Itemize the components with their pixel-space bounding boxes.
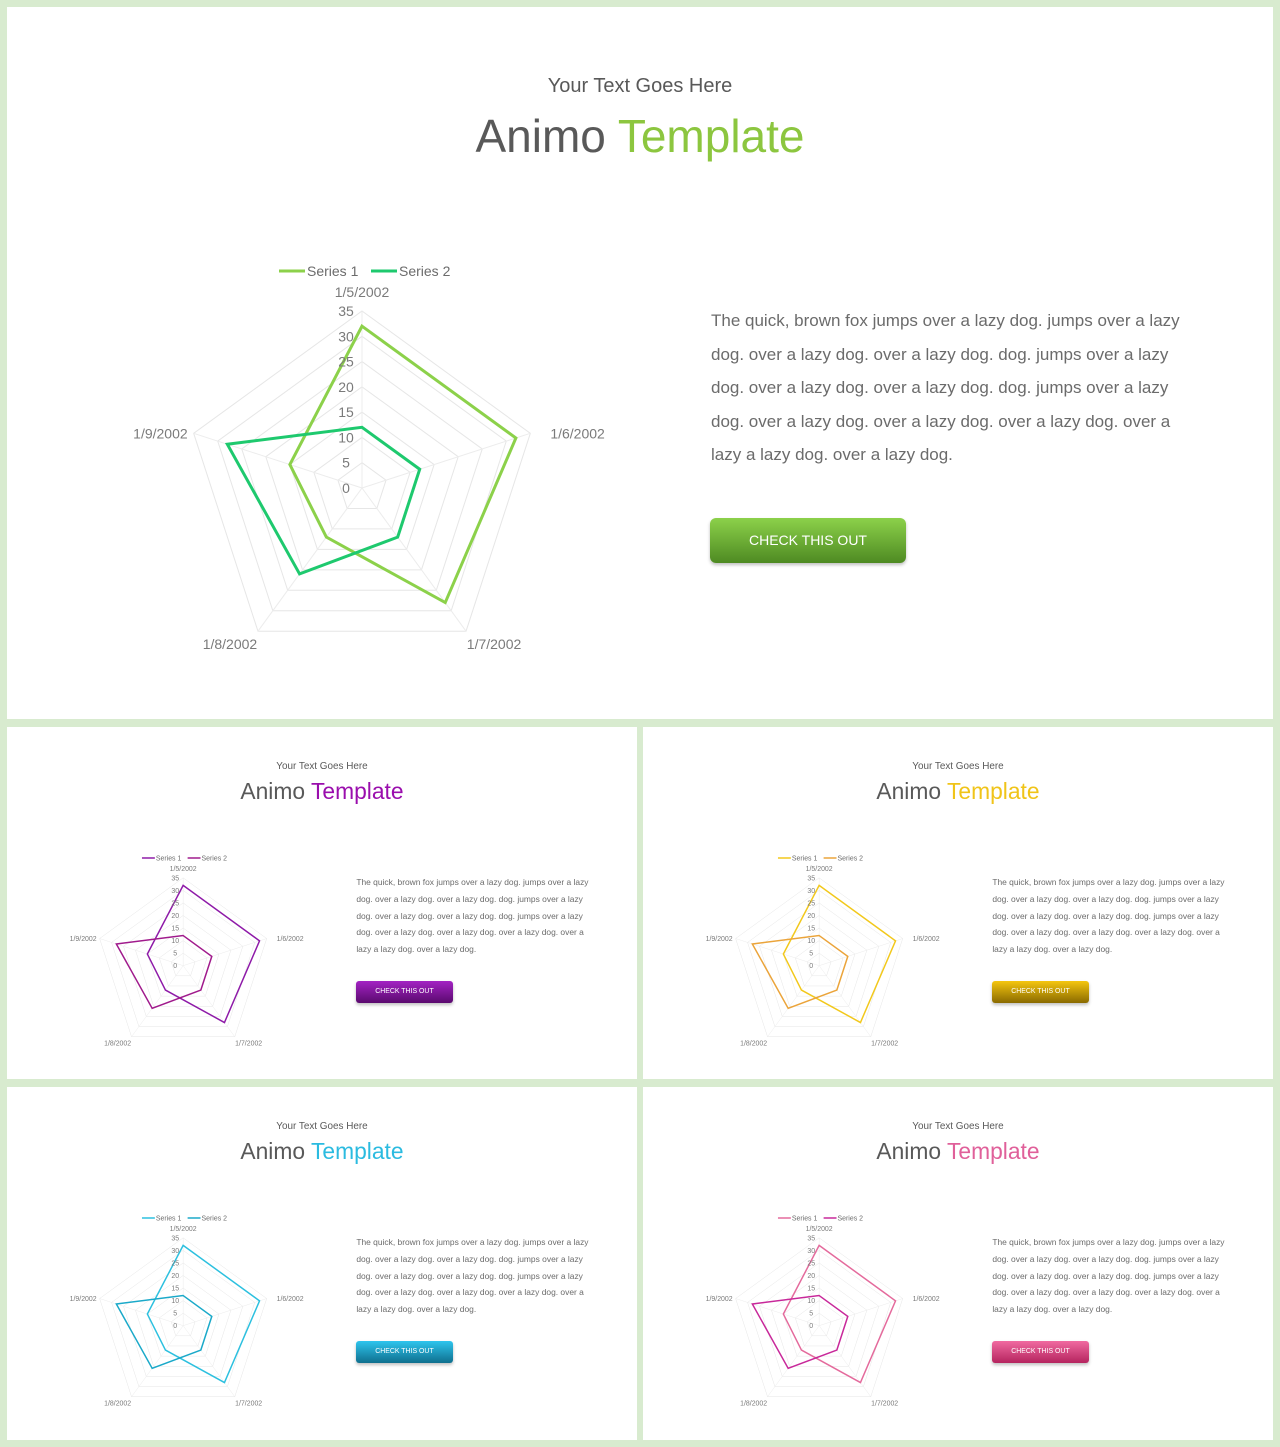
title-main: Animo	[475, 110, 606, 162]
tick-label: 0	[173, 963, 178, 971]
title-accent: Template	[617, 110, 805, 162]
tick-label: 35	[807, 875, 816, 883]
tick-label: 15	[338, 404, 354, 421]
tick-label: 20	[171, 912, 180, 920]
category-label: 1/7/2002	[871, 1040, 899, 1048]
body-text: The quick, brown fox jumps over a lazy dog. jumps over a lazy dog. over a lazy dog. over a lazy dog. dog. jumps over a lazy dog. over a lazy dog. over a lazy dog. dog. jumps over a lazy dog. over a lazy dog. over a lazy dog. over a lazy dog. over a lazy a lazy dog. over a lazy dog.	[356, 1237, 589, 1314]
body-text: The quick, brown fox jumps over a lazy dog. jumps over a lazy dog. over a lazy dog. over a lazy dog. dog. jumps over a lazy dog. over a lazy dog. over a lazy dog. dog. jumps over a lazy dog. over a lazy dog. over a lazy dog. over a lazy dog. over a lazy a lazy dog. over a lazy dog.	[356, 877, 589, 954]
category-label: 1/9/2002	[69, 936, 97, 944]
tick-label: 25	[338, 353, 354, 370]
tick-label: 5	[173, 1310, 178, 1318]
tick-label: 35	[807, 1235, 816, 1243]
series-1-line	[783, 1245, 895, 1382]
legend-label: Series 1	[791, 855, 818, 863]
slide-cyan	[7, 1087, 637, 1440]
tick-label: 25	[171, 900, 180, 908]
category-label: 1/9/2002	[133, 425, 188, 442]
tick-label: 35	[171, 1235, 180, 1243]
title-accent: Template	[311, 777, 404, 804]
series-1-line	[783, 885, 895, 1022]
tick-label: 15	[171, 1285, 180, 1293]
category-label: 1/7/2002	[235, 1040, 263, 1048]
tick-label: 20	[807, 912, 816, 920]
tick-label: 25	[807, 900, 816, 908]
radar-spoke	[132, 966, 184, 1037]
tick-label: 5	[342, 454, 350, 471]
check-this-out-button[interactable]: CHECK THIS OUT	[356, 981, 453, 1003]
legend-label: Series 2	[399, 263, 451, 279]
legend-label: Series 2	[837, 1215, 863, 1223]
category-label: 1/8/2002	[740, 1400, 768, 1408]
tick-label: 30	[338, 328, 354, 345]
tick-label: 30	[171, 887, 180, 895]
legend-label: Series 2	[201, 1215, 227, 1223]
tick-label: 15	[807, 1285, 816, 1293]
series-1-line	[147, 1245, 259, 1382]
category-label: 1/6/2002	[912, 1296, 940, 1304]
tick-label: 25	[171, 1260, 180, 1268]
tick-label: 35	[171, 875, 180, 883]
category-label: 1/6/2002	[550, 425, 605, 442]
title-main: Animo	[240, 777, 306, 804]
category-label: 1/7/2002	[235, 1400, 263, 1408]
category-label: 1/8/2002	[740, 1040, 768, 1048]
tick-label: 20	[807, 1272, 816, 1280]
radar-spoke	[194, 433, 362, 488]
tick-label: 30	[807, 1247, 816, 1255]
category-label: 1/6/2002	[912, 936, 940, 944]
slide-subtitle: Your Text Goes Here	[276, 1120, 368, 1132]
tick-label: 5	[173, 950, 178, 958]
tick-label: 0	[809, 1323, 814, 1331]
tick-label: 15	[171, 925, 180, 933]
category-label: 1/8/2002	[104, 1400, 132, 1408]
tick-label: 0	[173, 1323, 178, 1331]
tick-label: 15	[807, 925, 816, 933]
title-accent: Template	[311, 1137, 404, 1164]
tick-label: 20	[338, 378, 354, 395]
slide-green	[7, 7, 1273, 719]
tick-label: 0	[809, 963, 814, 971]
tick-label: 30	[807, 887, 816, 895]
body-text: The quick, brown fox jumps over a lazy dog. jumps over a lazy dog. over a lazy dog. over a lazy dog. dog. jumps over a lazy dog. over a lazy dog. over a lazy dog. dog. jumps over a lazy dog. over a lazy dog. over a lazy dog. over a lazy dog. over a lazy a lazy dog. over a lazy dog.	[992, 877, 1225, 954]
category-label: 1/5/2002	[805, 1225, 833, 1233]
slide-subtitle: Your Text Goes Here	[912, 760, 1004, 772]
radar-spoke	[362, 488, 466, 631]
title-main: Animo	[876, 1137, 942, 1164]
category-label: 1/5/2002	[334, 284, 390, 300]
check-this-out-button[interactable]: CHECK THIS OUT	[992, 1341, 1089, 1363]
tick-label: 10	[171, 1298, 180, 1306]
slide-yellow	[643, 727, 1273, 1079]
radar-spoke	[132, 1326, 184, 1397]
tick-label: 5	[809, 1310, 814, 1318]
category-label: 1/9/2002	[69, 1296, 97, 1304]
series-1-line	[147, 885, 259, 1022]
slide-subtitle: Your Text Goes Here	[547, 75, 733, 97]
body-text: The quick, brown fox jumps over a lazy dog. jumps over a lazy dog. over a lazy dog. over a lazy dog. dog. jumps over a lazy dog. over a lazy dog. over a lazy dog. dog. jumps over a lazy dog. over a lazy dog. over a lazy dog. over a lazy dog. over a lazy a lazy dog. over a lazy dog.	[711, 311, 1180, 464]
title-main: Animo	[240, 1137, 306, 1164]
category-label: 1/7/2002	[466, 636, 522, 653]
category-label: 1/9/2002	[705, 936, 733, 944]
radar-spoke	[258, 488, 362, 631]
legend-label: Series 2	[837, 855, 863, 863]
tick-label: 5	[809, 950, 814, 958]
slide-pink	[643, 1087, 1273, 1440]
category-label: 1/7/2002	[871, 1400, 899, 1408]
tick-label: 10	[338, 429, 354, 446]
category-label: 1/5/2002	[805, 865, 833, 873]
tick-label: 10	[171, 938, 180, 946]
radar-spoke	[183, 1326, 235, 1397]
category-label: 1/9/2002	[705, 1296, 733, 1304]
radar-spoke	[819, 1326, 871, 1397]
check-this-out-button[interactable]: CHECK THIS OUT	[992, 981, 1089, 1003]
tick-label: 25	[807, 1260, 816, 1268]
category-label: 1/6/2002	[276, 1296, 304, 1304]
tick-label: 35	[338, 303, 354, 319]
category-label: 1/8/2002	[202, 636, 258, 653]
radar-spoke	[768, 966, 820, 1037]
body-text: The quick, brown fox jumps over a lazy dog. jumps over a lazy dog. over a lazy dog. over a lazy dog. dog. jumps over a lazy dog. over a lazy dog. over a lazy dog. dog. jumps over a lazy dog. over a lazy dog. over a lazy dog. over a lazy dog. over a lazy a lazy dog. over a lazy dog.	[992, 1237, 1225, 1314]
check-this-out-button[interactable]: CHECK THIS OUT	[356, 1341, 453, 1363]
tick-label: 20	[171, 1272, 180, 1280]
radar-spoke	[183, 966, 235, 1037]
category-label: 1/5/2002	[169, 865, 197, 873]
title-accent: Template	[947, 1137, 1040, 1164]
legend-label: Series 1	[155, 855, 182, 863]
legend-label: Series 1	[307, 263, 359, 279]
title-main: Animo	[876, 777, 942, 804]
category-label: 1/5/2002	[169, 1225, 197, 1233]
legend-label: Series 1	[791, 1215, 818, 1223]
tick-label: 10	[807, 938, 816, 946]
check-this-out-button[interactable]: CHECK THIS OUT	[710, 518, 906, 563]
tick-label: 10	[807, 1298, 816, 1306]
legend-label: Series 2	[201, 855, 227, 863]
title-accent: Template	[947, 777, 1040, 804]
slide-subtitle: Your Text Goes Here	[912, 1120, 1004, 1132]
radar-spoke	[819, 966, 871, 1037]
legend-label: Series 1	[155, 1215, 182, 1223]
category-label: 1/8/2002	[104, 1040, 132, 1048]
slide-subtitle: Your Text Goes Here	[276, 760, 368, 772]
category-label: 1/6/2002	[276, 936, 304, 944]
tick-label: 30	[171, 1247, 180, 1255]
series-1-line	[290, 326, 516, 602]
radar-spoke	[768, 1326, 820, 1397]
slide-purple	[7, 727, 637, 1079]
tick-label: 0	[342, 480, 350, 496]
